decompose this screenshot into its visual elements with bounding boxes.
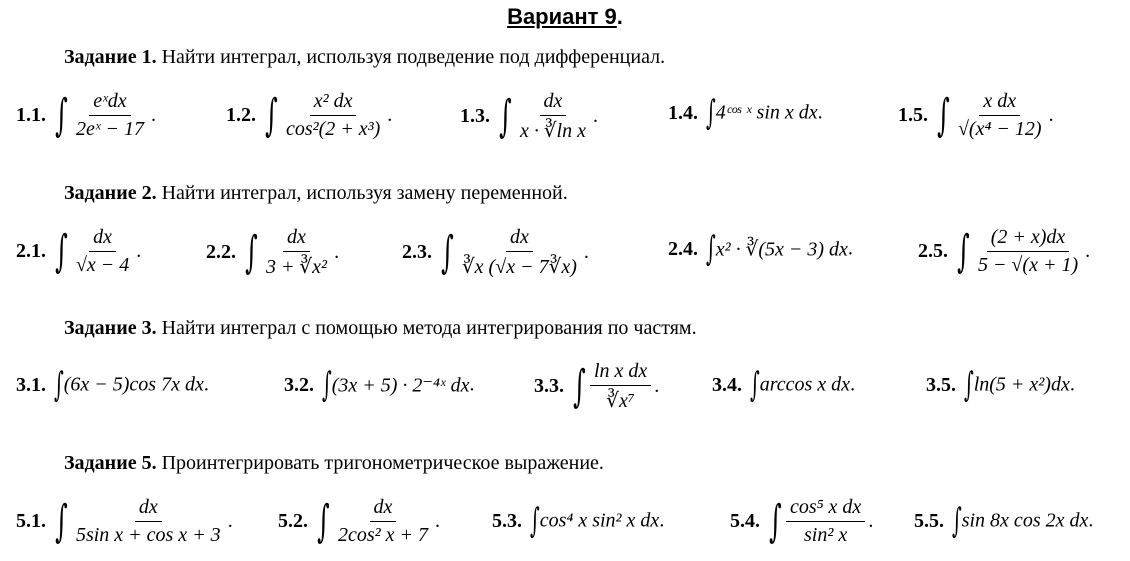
integral-sign: ∫ <box>321 365 332 405</box>
tail: . <box>1088 509 1094 532</box>
integral-sign: ∫ <box>937 89 950 141</box>
numerator: dx <box>89 226 116 252</box>
expression: x² · ∛(5x − 3) dx <box>715 238 848 261</box>
fraction <box>974 226 1082 277</box>
problem-5-4 <box>730 496 873 547</box>
problem-number: 3.4. <box>712 373 742 396</box>
task-2-text: Найти интеграл, используя замену переменной. <box>156 182 568 204</box>
problem-1-4 <box>668 93 823 133</box>
tail: . <box>850 373 856 396</box>
tail: . <box>387 104 393 126</box>
problem-1-5 <box>898 90 1054 141</box>
fraction <box>954 90 1046 141</box>
problem-3-4 <box>712 365 856 405</box>
integral-sign: ∫ <box>749 365 760 405</box>
denominator: 2eˣ − 17 <box>75 118 144 140</box>
problem-number: 5.2. <box>278 510 308 532</box>
numerator: (2 + x)dx <box>987 226 1070 252</box>
numerator: dx <box>370 496 397 522</box>
integral-sign: ∫ <box>705 93 716 133</box>
problem-number: 3.5. <box>926 373 956 396</box>
variant-title-period: . <box>616 4 623 29</box>
problem-number: 1.1. <box>16 104 46 126</box>
tail: . <box>469 373 475 396</box>
problem-1-2 <box>226 90 392 141</box>
problem-2-4 <box>668 229 853 269</box>
fraction <box>334 496 432 547</box>
tail: . <box>227 510 233 532</box>
integral-sign: ∫ <box>529 501 540 541</box>
integral-sign: ∫ <box>317 495 330 547</box>
task-2-heading <box>64 182 568 205</box>
problem-2-1 <box>16 226 141 277</box>
variant-title <box>0 4 1130 30</box>
integral-sign: ∫ <box>769 495 782 547</box>
problem-5-5 <box>914 501 1094 541</box>
problem-number: 2.5. <box>918 240 948 262</box>
expression: (6x − 5)cos 7x dx <box>63 373 204 396</box>
expression: cos⁴ x sin² x dx <box>539 509 660 532</box>
tail: . <box>817 101 823 124</box>
problem-number: 5.5. <box>914 509 944 532</box>
numerator: x dx <box>979 90 1020 116</box>
problem-number: 1.5. <box>898 104 928 126</box>
problem-number: 5.1. <box>16 510 46 532</box>
task-3-text: Найти интеграл с помощью метода интегрирования по частям. <box>156 317 697 339</box>
expression: ln(5 + x²)dx <box>973 373 1070 396</box>
problem-number: 2.3. <box>402 241 432 263</box>
problem-number: 1.2. <box>226 104 256 126</box>
fraction <box>72 226 133 277</box>
integral-sign: ∫ <box>957 225 970 277</box>
problem-number: 2.1. <box>16 240 46 262</box>
fraction <box>282 90 384 141</box>
problem-number: 3.2. <box>284 373 314 396</box>
numerator: eˣdx <box>89 90 130 116</box>
problem-1-3 <box>460 90 598 143</box>
denominator: sin² x <box>804 524 848 546</box>
tail: . <box>847 237 853 260</box>
problem-2-5 <box>918 226 1090 277</box>
denominator: ∛x (√x − 7∛x) <box>461 256 577 278</box>
expression: arccos x dx <box>759 373 851 396</box>
task-5-text: Проинтегрировать тригонометрическое выражение. <box>156 452 604 474</box>
task-5-label: Задание 5. <box>64 452 157 474</box>
problem-number: 5.3. <box>492 509 522 532</box>
integral-sign: ∫ <box>55 225 68 277</box>
tail: . <box>1085 240 1091 262</box>
tail: . <box>593 105 598 127</box>
task-3-heading <box>64 317 697 340</box>
task-3-label: Задание 3. <box>64 317 157 339</box>
integral-sign: ∫ <box>573 360 586 412</box>
tail: . <box>583 241 589 263</box>
problem-3-1 <box>16 365 209 405</box>
task-1-heading <box>64 46 665 69</box>
variant-title-text: Вариант 9 <box>507 4 617 29</box>
integral-sign: ∫ <box>951 501 962 541</box>
fraction <box>458 226 581 279</box>
problem-number: 2.4. <box>668 237 698 260</box>
denominator: x · ∛ln x <box>519 120 586 142</box>
integral-sign: ∫ <box>245 226 258 278</box>
problem-number: 5.4. <box>730 510 760 532</box>
denominator: 5 − √(x + 1) <box>977 254 1079 276</box>
problem-3-3 <box>534 360 659 413</box>
tail: . <box>659 509 665 532</box>
tail: . <box>434 510 440 532</box>
integral-sign: ∫ <box>705 229 716 269</box>
fraction <box>262 226 331 279</box>
problem-number: 1.4. <box>668 101 698 124</box>
integral-sign: ∫ <box>441 226 454 278</box>
tail: . <box>150 104 156 126</box>
numerator: x² dx <box>310 90 357 116</box>
fraction <box>516 90 590 143</box>
numerator: cos⁵ x dx <box>786 496 865 522</box>
tail: . <box>1069 373 1075 396</box>
denominator: √x − 4 <box>75 254 130 276</box>
problem-number: 3.1. <box>16 373 46 396</box>
problem-1-1 <box>16 90 156 141</box>
task-5-heading <box>64 452 604 475</box>
integral-sign: ∫ <box>55 495 68 547</box>
denominator: cos²(2 + x³) <box>285 118 381 140</box>
tail: . <box>334 241 340 263</box>
tail: . <box>1048 104 1054 126</box>
integral-sign: ∫ <box>55 89 68 141</box>
task-1-text: Найти интеграл, используя подведение под дифференциал. <box>156 46 666 68</box>
problem-3-5 <box>926 365 1075 405</box>
task-1-label: Задание 1. <box>64 46 157 68</box>
fraction <box>786 496 865 547</box>
numerator: dx <box>506 226 533 252</box>
numerator: dx <box>540 90 567 116</box>
integral-sign: ∫ <box>265 89 278 141</box>
tail: . <box>203 373 209 396</box>
numerator: dx <box>135 496 162 522</box>
tail: . <box>654 375 660 397</box>
integral-sign: ∫ <box>963 365 974 405</box>
problem-2-3 <box>402 226 589 279</box>
problem-3-2 <box>284 365 475 405</box>
expression: (3x + 5) · 2⁻⁴ˣ dx <box>331 374 470 397</box>
denominator: 3 + ∛x² <box>265 256 328 278</box>
integral-sign: ∫ <box>53 365 64 405</box>
numerator: dx <box>283 226 310 252</box>
problem-5-2 <box>278 496 440 547</box>
denominator: √(x⁴ − 12) <box>957 118 1042 140</box>
task-2-label: Задание 2. <box>64 182 157 204</box>
expression: sin 8x cos 2x dx <box>961 509 1089 532</box>
problem-number: 3.3. <box>534 375 564 397</box>
problem-5-1 <box>16 496 233 547</box>
denominator: 5sin x + cos x + 3 <box>75 524 221 546</box>
numerator: ln x dx <box>590 360 651 386</box>
tail: . <box>136 240 142 262</box>
fraction <box>72 90 148 141</box>
problem-number: 1.3. <box>460 105 490 127</box>
denominator: 2cos² x + 7 <box>337 524 428 546</box>
problem-5-3 <box>492 501 665 541</box>
expression: 4ᶜᵒˢ ˣ sin x dx <box>715 101 818 124</box>
problem-2-2 <box>206 226 339 279</box>
fraction <box>72 496 225 547</box>
denominator: ∛x⁷ <box>606 390 635 412</box>
tail: . <box>868 510 874 532</box>
integral-sign: ∫ <box>499 90 512 142</box>
problem-number: 2.2. <box>206 241 236 263</box>
fraction <box>590 360 651 413</box>
